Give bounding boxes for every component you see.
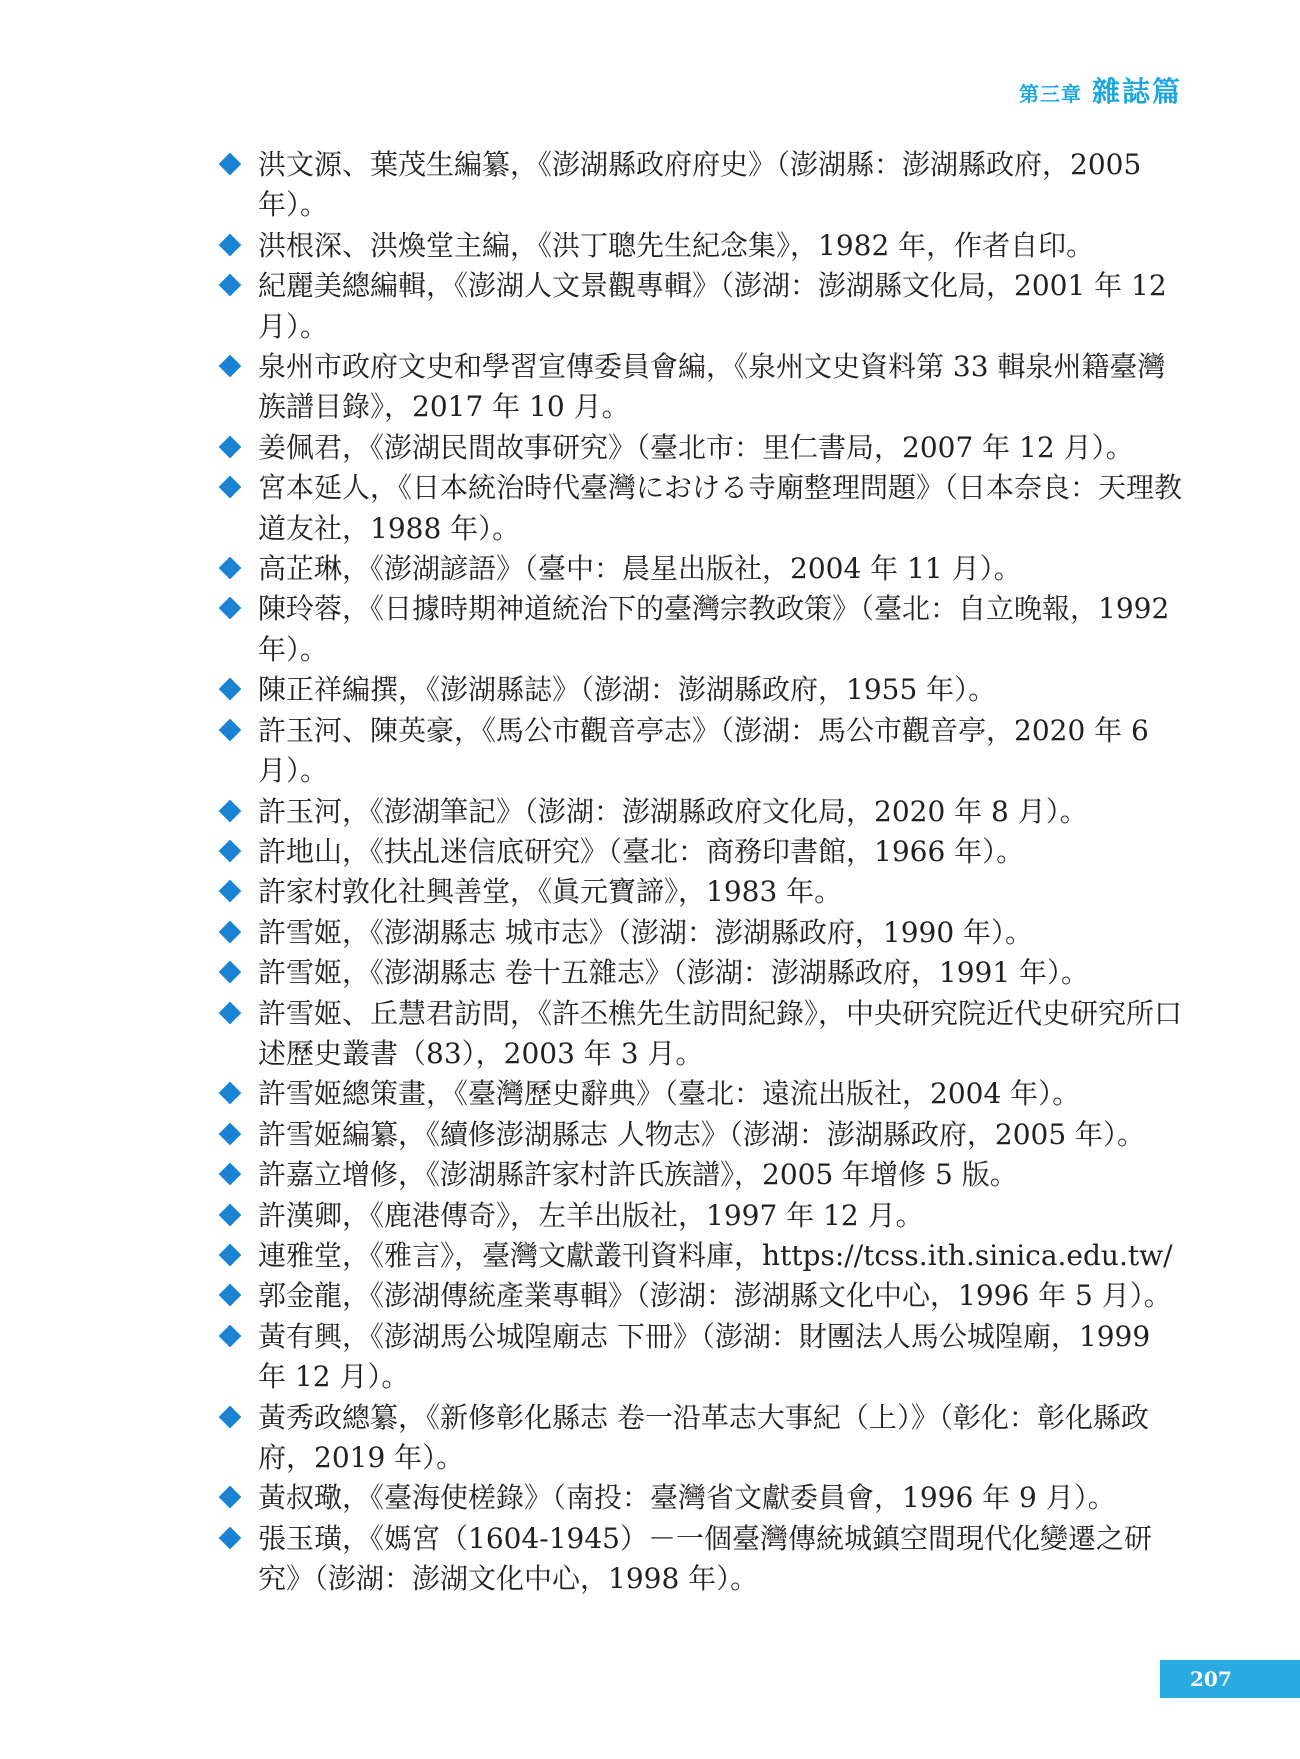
reference-item — [222, 1074, 1182, 1114]
reference-text: 泉州市政府文史和學習宣傳委員會編，《泉州文史資料第 33 輯泉州籍臺灣族譜目錄》，2017 年 10 月。 — [258, 350, 1166, 424]
reference-item — [222, 1398, 1182, 1479]
reference-text: 黃秀政總纂，《新修彰化縣志 卷一沿革志大事紀（上）》（彰化：彰化縣政府，2019 年）。 — [258, 1400, 1149, 1474]
chapter-header — [1019, 70, 1182, 110]
reference-text: 宮本延人，《日本統治時代臺灣における寺廟整理問題》（日本奈良：天理教道友社，1988 年）。 — [258, 471, 1183, 545]
reference-text: 許玉河、陳英豪，《馬公市觀音亭志》（澎湖：馬公市觀音亭，2020 年 6 月）。 — [258, 713, 1149, 788]
diamond-bullet-icon — [219, 678, 242, 701]
chapter-label: 第三章 — [1018, 82, 1082, 106]
diamond-bullet-icon — [219, 1526, 242, 1549]
reference-item — [222, 953, 1182, 993]
diamond-bullet-icon — [219, 1284, 242, 1307]
diamond-bullet-icon — [219, 476, 242, 499]
reference-text: 許地山，《扶乩迷信底研究》（臺北：商務印書館，1966 年）。 — [258, 834, 1025, 868]
reference-item — [222, 832, 1182, 872]
reference-item — [222, 549, 1182, 589]
diamond-bullet-icon — [219, 1324, 242, 1347]
diamond-bullet-icon — [219, 1122, 242, 1145]
reference-item — [222, 913, 1182, 953]
reference-item — [222, 428, 1182, 468]
reference-item — [222, 1155, 1182, 1195]
diamond-bullet-icon — [219, 1001, 242, 1024]
reference-list — [222, 145, 1182, 1600]
reference-text: 許雪姬，《澎湖縣志 城市志》（澎湖：澎湖縣政府，1990 年）。 — [258, 915, 1034, 949]
reference-text: 陳正祥編撰，《澎湖縣誌》（澎湖：澎湖縣政府，1955 年）。 — [258, 673, 997, 707]
diamond-bullet-icon — [219, 153, 242, 176]
reference-item — [222, 1519, 1182, 1600]
reference-text: 黃叔璥，《臺海使槎錄》（南投：臺灣省文獻委員會，1996 年 9 月）。 — [258, 1481, 1116, 1515]
reference-text: 許雪姬、丘慧君訪問，《許丕樵先生訪問紀錄》，中央研究院近代史研究所口述歷史叢書（83），2003 年 3 月。 — [258, 996, 1183, 1070]
diamond-bullet-icon — [219, 1082, 242, 1105]
reference-item — [222, 226, 1182, 266]
diamond-bullet-icon — [219, 274, 242, 297]
reference-text: 姜佩君，《澎湖民間故事研究》（臺北市：里仁書局，2007 年 12 月）。 — [258, 430, 1134, 464]
reference-item — [222, 266, 1182, 347]
reference-text: 郭金龍，《澎湖傳統產業專輯》（澎湖：澎湖縣文化中心，1996 年 5 月）。 — [258, 1279, 1172, 1313]
reference-item — [222, 1478, 1182, 1518]
reference-text: 洪文源、葉茂生編纂，《澎湖縣政府府史》（澎湖縣：澎湖縣政府，2005 年）。 — [258, 148, 1142, 222]
diamond-bullet-icon — [219, 557, 242, 580]
diamond-bullet-icon — [219, 718, 242, 741]
reference-item — [222, 872, 1182, 912]
chapter-title: 雜誌篇 — [1091, 75, 1182, 108]
reference-text: 洪根深、洪煥堂主編，《洪丁聰先生紀念集》，1982 年，作者自印。 — [258, 228, 1095, 262]
reference-item — [222, 670, 1182, 710]
diamond-bullet-icon — [219, 1405, 242, 1428]
diamond-bullet-icon — [219, 436, 242, 459]
reference-item — [222, 994, 1182, 1075]
page-number: 207 — [1190, 1667, 1232, 1691]
diamond-bullet-icon — [219, 961, 242, 984]
reference-text: 許漢卿，《鹿港傳奇》，左羊出版社，1997 年 12 月。 — [258, 1198, 924, 1232]
diamond-bullet-icon — [219, 355, 242, 378]
diamond-bullet-icon — [219, 1163, 242, 1186]
reference-text: 高芷琳，《澎湖諺語》（臺中：晨星出版社，2004 年 11 月）。 — [258, 552, 1022, 586]
reference-item — [222, 468, 1182, 549]
reference-item — [222, 347, 1182, 428]
reference-text: 張玉璜，《媽宮（1604-1945）－一個臺灣傳統城鎮空間現代化變遷之研究》（澎湖：澎湖文化中心，1998 年）。 — [258, 1521, 1152, 1596]
diamond-bullet-icon — [219, 799, 242, 822]
diamond-bullet-icon — [219, 1244, 242, 1267]
reference-item — [222, 1276, 1182, 1316]
reference-text: 許家村敦化社興善堂，《眞元寶諦》，1983 年。 — [258, 875, 843, 909]
reference-item — [222, 145, 1182, 226]
reference-item — [222, 711, 1182, 792]
reference-text: 連雅堂，《雅言》，臺灣文獻叢刊資料庫，https://tcss.ith.sinica.edu.tw/ — [258, 1238, 1173, 1272]
reference-text: 紀麗美總編輯，《澎湖人文景觀專輯》（澎湖：澎湖縣文化局，2001 年 12 月）。 — [258, 269, 1167, 343]
reference-text: 許嘉立增修，《澎湖縣許家村許氏族譜》，2005 年增修 5 版。 — [258, 1158, 1018, 1192]
reference-item — [222, 589, 1182, 670]
reference-item — [222, 1317, 1182, 1398]
reference-item — [222, 792, 1182, 832]
diamond-bullet-icon — [219, 1486, 242, 1509]
diamond-bullet-icon — [219, 840, 242, 863]
reference-text: 許雪姬，《澎湖縣志 卷十五雜志》（澎湖：澎湖縣政府，1991 年）。 — [258, 956, 1090, 990]
reference-text: 黃有興，《澎湖馬公城隍廟志 下冊》（澎湖：財團法人馬公城隍廟，1999 年 12 月）。 — [258, 1319, 1151, 1394]
reference-item — [222, 1196, 1182, 1236]
diamond-bullet-icon — [219, 880, 242, 903]
page-number-box — [1160, 1660, 1300, 1698]
reference-text: 許雪姬總策畫，《臺灣歷史辭典》（臺北：遠流出版社，2004 年）。 — [258, 1077, 1081, 1111]
reference-text: 陳玲蓉，《日據時期神道統治下的臺灣宗教政策》（臺北：自立晚報，1992 年）。 — [258, 592, 1170, 666]
diamond-bullet-icon — [219, 233, 242, 256]
reference-item — [222, 1115, 1182, 1155]
diamond-bullet-icon — [219, 920, 242, 943]
diamond-bullet-icon — [219, 1203, 242, 1226]
reference-text: 許雪姬編纂，《續修澎湖縣志 人物志》（澎湖：澎湖縣政府，2005 年）。 — [258, 1117, 1146, 1151]
reference-item — [222, 1236, 1182, 1276]
diamond-bullet-icon — [219, 597, 242, 620]
reference-text: 許玉河，《澎湖筆記》（澎湖：澎湖縣政府文化局，2020 年 8 月）。 — [258, 794, 1088, 828]
